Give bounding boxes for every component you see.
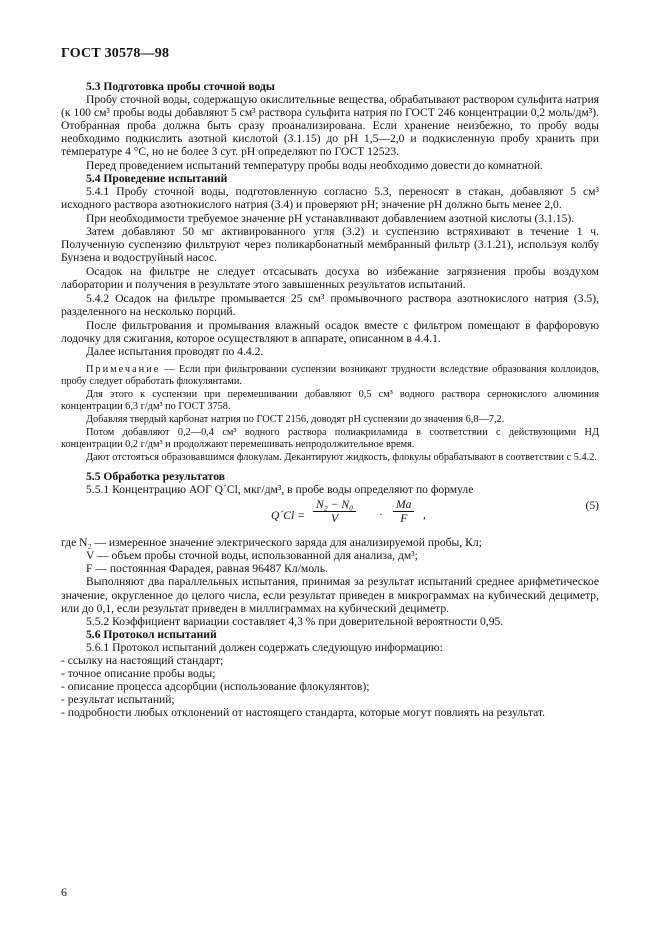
list-item: - результат испытаний; xyxy=(61,693,175,707)
formula-fraction-2 xyxy=(393,498,414,525)
note-paragraph xyxy=(61,364,599,388)
formula-legend: F — постоянная Фарадея, равная 96487 Кл/моль. xyxy=(86,562,328,576)
formula-legend: где N₂ — измеренное значение электрического заряда для анализируемой пробы, Кл; xyxy=(61,536,482,550)
paragraph: 5.5.2 Коэффициент вариации составляет 4,3 % при доверительной вероятности 0,95. xyxy=(86,614,504,628)
formula-denominator: F xyxy=(400,512,408,526)
paragraph: Далее испытания проводят по 4.4.2. xyxy=(86,344,264,358)
paragraph: 5.4.1 Пробу сточной воды, подготовленную согласно 5.3, переносят в стакан, добавляют 5 см³ исходного раствора азотнокислого натрия (3.4) и проверяют pH; значение pH должно быть менее 2,0. xyxy=(61,184,599,211)
list-item: - ссылку на настоящий стандарт; xyxy=(61,654,224,667)
page-number: 6 xyxy=(61,885,67,899)
paragraph: Осадок на фильтре не следует отсасывать досуха во избежание загрязнения пробы воздухом лаборатории и получения в результате этого завышенных результатов испытаний. xyxy=(61,265,599,292)
formula-5 xyxy=(61,496,599,536)
formula-legend: V — объем пробы сточной воды, использованной для анализа, дм³; xyxy=(86,549,418,563)
list-item: - описание процесса адсорбции (использование флокулянтов); xyxy=(61,680,370,694)
section-5-3-heading: 5.3 Подготовка пробы сточной воды xyxy=(86,80,275,93)
formula-comma: , xyxy=(423,508,426,522)
paragraph: Пробу сточной воды, содержащую окислительные вещества, обрабатывают раствором сульфита натрия (к 100 см³ пробы воды добавляют 5 см³ раствора сульфита натрия по ГОСТ 246 концентрации 0,2 моль/дм³). Отобранная проба должна быть сразу проанализирована. Если хранение неизбежно, то пробу воды необходимо подкислить азотной кислотой (3.1.15) до pH 1,5—2,0 и подкисленную пробу хранить при температуре 4 °С, но не более 3 сут. pH определяют по ГОСТ 12523. xyxy=(61,93,599,159)
paragraph: При необходимости требуемое значение pH устанавливают добавлением азотной кислоты (3.1.15). xyxy=(86,211,575,225)
formula-denominator: V xyxy=(331,512,339,526)
note-block xyxy=(61,364,599,464)
formula-number: (5) xyxy=(585,499,599,513)
note-paragraph: Для этого к суспензии при перемешивании добавляют 0,5 см³ водного раствора сернокислого алюминия концентрации 6,3 г/дм³ по ГОСТ 3758. xyxy=(61,388,599,412)
formula-numerator: Ma xyxy=(393,498,414,512)
paragraph: После фильтрования и промывания влажный осадок вместе с фильтром помещают в фарфоровую лодочку для сжигания, которое осуществляют в аппарате, описанном в 4.4.1. xyxy=(61,318,599,345)
paragraph: Затем добавляют 50 мг активированного угля (3.2) и суспензию встряхивают в течение 1 ч. Полученную суспензию фильтруют через поликарбонатный мембранный фильтр (3.1.21), используя колбу Бунзена и водоструйный насос. xyxy=(61,225,599,265)
paragraph: 5.4.2 Осадок на фильтре промывается 25 см³ промывочного раствора азотнокислого натрия (3.5), разделенного на несколько порций. xyxy=(61,291,599,318)
note-paragraph: Добавляя твердый карбонат натрия по ГОСТ 2156, доводят pH суспензии до значения 6,8—7,2. xyxy=(86,413,505,425)
section-5-4-heading: 5.4 Проведение испытаний xyxy=(86,171,228,185)
note-paragraph: Дают отстояться образовавшимся флокулам. Декантируют жидкость, флокулы обрабатывают в соответствии с 5.4.2. xyxy=(86,451,597,463)
formula-dot: · xyxy=(379,508,383,522)
document-body xyxy=(61,80,599,719)
note-text: — Если при фильтровании суспензии возникают трудности вследствие образования коллоидов, пробу следует обработать флокулянтами. xyxy=(61,363,599,387)
list-item: - точное описание пробы воды; xyxy=(61,667,216,681)
list-item: - подробности любых отклонений от настоящего стандарта, которые могут повлиять на результат. xyxy=(61,706,546,720)
formula-numerator: N₂ − N₀ xyxy=(313,498,356,512)
paragraph: Перед проведением испытаний температуру пробы воды необходимо довести до комнатной. xyxy=(86,158,543,172)
formula-lhs: Q´Cl = xyxy=(271,509,305,523)
paragraph: 5.5.1 Концентрацию АОГ Q´Cl, мкг/дм³, в пробе воды определяют по формуле xyxy=(86,483,474,497)
note-label: Примечание xyxy=(86,363,161,375)
formula-fraction-1 xyxy=(313,498,356,525)
section-5-6-heading: 5.6 Протокол испытаний xyxy=(86,627,217,641)
note-paragraph: Потом добавляют 0,2—0,4 см³ водного раствора полиакриламида в соответствии с действующими НД концентрации 0,2 г/дм³ и продолжают перемешивать непродолжительное время. xyxy=(61,426,599,450)
paragraph: 5.6.1 Протокол испытаний должен содержать следующую информацию: xyxy=(86,640,443,654)
section-5-5-heading: 5.5 Обработка результатов xyxy=(86,469,225,483)
paragraph: Выполняют два параллельных испытания, принимая за результат испытаний среднее арифметическое значение, округленное до целого числа, если результат приведен в микрограммах на кубический дециметр, или до 0,1, если результат приведен в миллиграммах на кубический дециметр. xyxy=(61,575,599,615)
page-header: ГОСТ 30578—98 xyxy=(61,46,170,61)
